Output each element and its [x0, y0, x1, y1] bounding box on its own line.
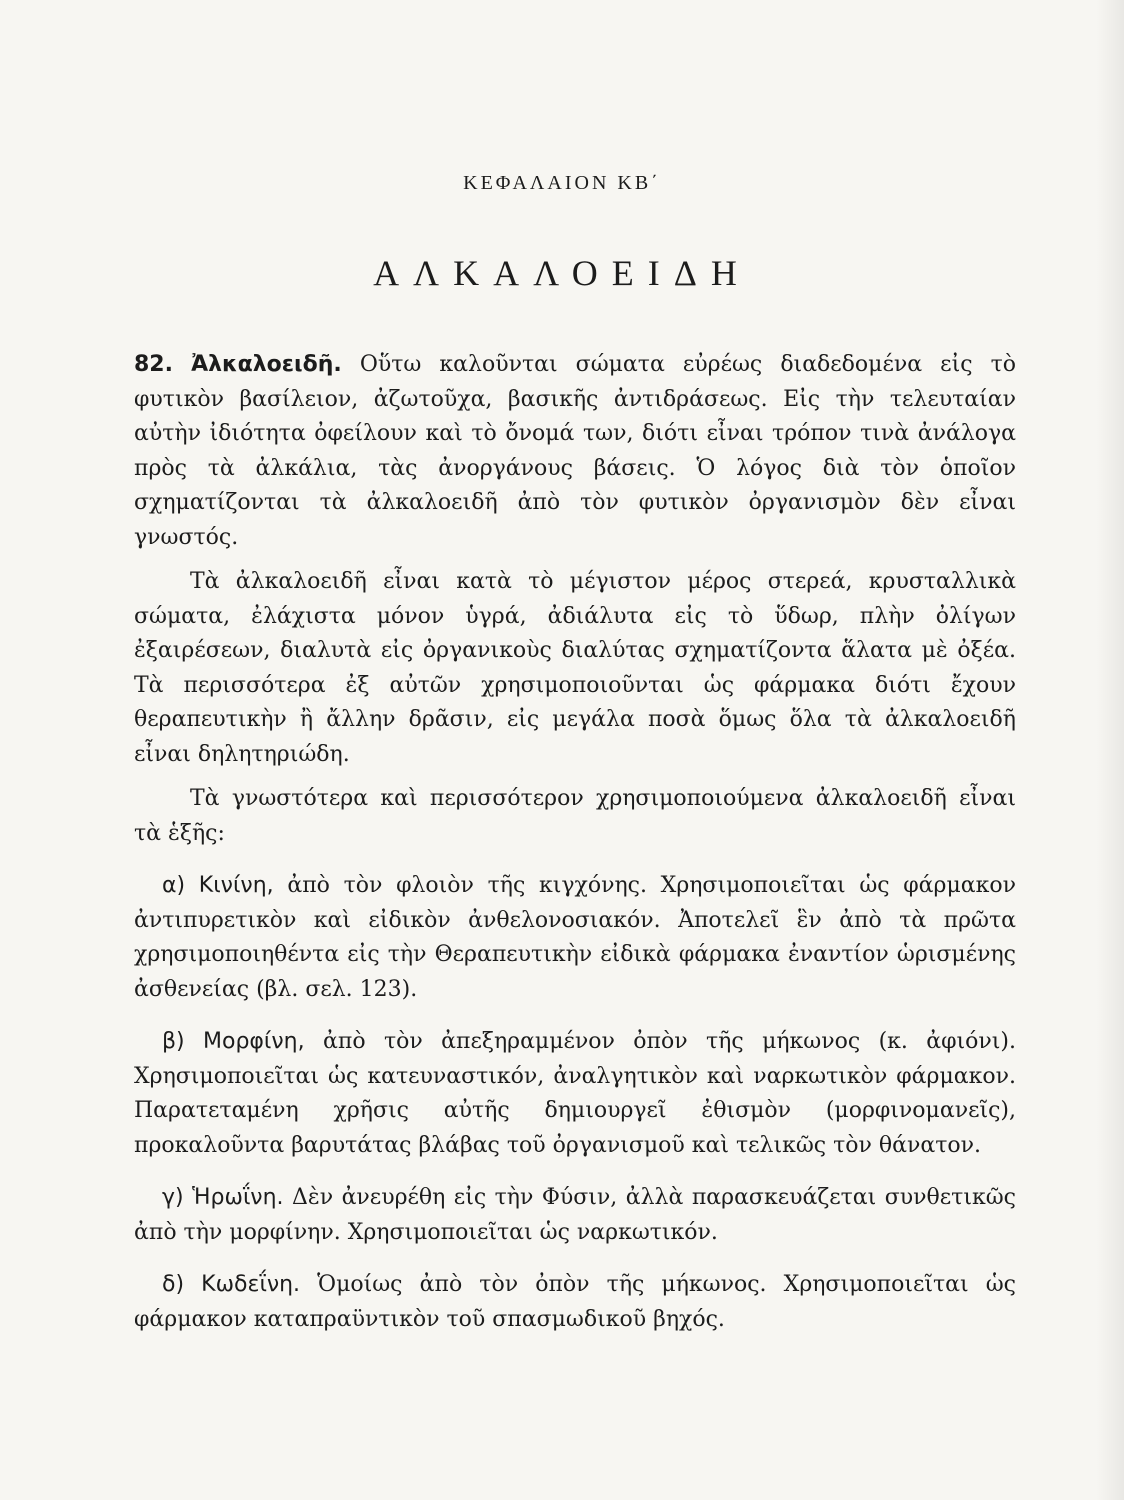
- list-item-label: α): [162, 873, 186, 898]
- list-item-text: Δὲν ἀνευρέθη εἰς τὴν Φύσιν, ἀλλὰ παρασκευάζεται συνθετικῶς ἀπὸ τὴν μορφίνην. Χρησιμοποιεῖται ὡς ναρκωτικόν.: [134, 1185, 1016, 1245]
- list-item-name: Ἡρωΐνη.: [192, 1185, 284, 1210]
- list-item: [134, 869, 1016, 1007]
- chapter-label: ΚΕΦΑΛΑΙΟΝ ΚΒ΄: [463, 172, 661, 194]
- list-item-text: Ὁμοίως ἀπὸ τὸν ὀπὸν τῆς μήκωνος. Χρησιμοποιεῖται ὡς φάρμακον καταπραϋντικὸν τοῦ σπασμωδικοῦ βηχός.: [134, 1272, 1017, 1332]
- page-edge-shadow: [1096, 0, 1124, 1500]
- list-item-label: γ): [162, 1185, 184, 1210]
- list-item-name: Μορφίνη,: [203, 1029, 305, 1054]
- paragraph: Τὰ γνωστότερα καὶ περισσότερον χρησιμοποιούμενα ἀλκαλοειδῆ εἶναι τὰ ἑξῆς:: [134, 786, 1016, 846]
- body-text: [134, 348, 1016, 1337]
- section-intro-text: Οὕτω καλοῦνται σώματα εὐρέως διαδεδομένα εἰς τὸ φυτικὸν βασίλειον, ἀζωτοῦχα, βασικῆς ἀντιδράσεως. Εἰς τὴν τελευταίαν αὐτὴν ἰδιότητα ὀφείλουν καὶ τὸ ὄνομά των, διότι εἶναι τρόπον τινὰ ἀνάλογα πρὸς τὰ ἀλκάλια, τὰς ἀνοργάνους βάσεις. Ὁ λόγος διὰ τὸν ὁποῖον σχηματίζονται τὰ ἀλκαλοειδῆ ἀπὸ τὸν φυτικὸν ὀργανισμὸν δὲν εἶναι γνωστός.: [134, 352, 1016, 550]
- list-item-label: β): [162, 1029, 185, 1054]
- list-item: [134, 1181, 1016, 1250]
- list-item-text: ἀπὸ τὸν ἀπεξηραμμένον ὀπὸν τῆς μήκωνος (κ. ἀφιόνι). Χρησιμοποιεῖται ὡς κατευναστικόν, ἀναλγητικὸν καὶ ναρκωτικὸν φάρμακον. Παρατεταμένη χρῆσις αὐτῆς δημιουργεῖ ἐθισμὸν (μορφινομανεῖς), προκαλοῦντα βαρυτάτας βλάβας τοῦ ὀργανισμοῦ καὶ τελικῶς τὸν θάνατον.: [134, 1029, 1016, 1158]
- list-item-label: δ): [162, 1272, 185, 1297]
- list-item: [134, 1268, 1016, 1337]
- section-title: Ἀλκαλοειδῆ.: [191, 352, 342, 377]
- section-number: 82.: [134, 352, 173, 377]
- list-item-name: Κωδεΐνη.: [201, 1272, 301, 1297]
- list-item: [134, 1025, 1016, 1163]
- list-item-text: ἀπὸ τὸν φλοιὸν τῆς κιγχόνης. Χρησιμοποιεῖται ὡς φάρμακον ἀντιπυρετικὸν καὶ εἰδικὸν ἀνθελονοσιακόν. Ἀποτελεῖ ἓν ἀπὸ τὰ πρῶτα χρησιμοποιηθέντα εἰς τὴν Θεραπευτικὴν εἰδικὰ φάρμακα ἐναντίον ὡρισμένης ἀσθενείας (βλ. σελ. 123).: [134, 873, 1016, 1002]
- list-item-name: Κινίνη,: [198, 873, 274, 898]
- chapter-title: ΑΛΚΑΛΟΕΙΔΗ: [373, 253, 751, 293]
- paragraph: Τὰ ἀλκαλοειδῆ εἶναι κατὰ τὸ μέγιστον μέρος στερεά, κρυσταλλικὰ σώματα, ἐλάχιστα μόνον ὑγρά, ἀδιάλυτα εἰς τὸ ὕδωρ, πλὴν ὀλίγων ἐξαιρέσεων, διαλυτὰ εἰς ὀργανικοὺς διαλύτας σχηματίζοντα ἅλατα μὲ ὀξέα. Τὰ περισσότερα ἐξ αὐτῶν χρησιμοποιοῦνται ὡς φάρμακα διότι ἔχουν θεραπευτικὴν ἢ ἄλλην δρᾶσιν, εἰς μεγάλα ποσὰ ὅμως ὅλα τὰ ἀλκαλοειδῆ εἶναι δηλητηριώδη.: [134, 569, 1016, 767]
- section-intro-paragraph: [134, 348, 1016, 555]
